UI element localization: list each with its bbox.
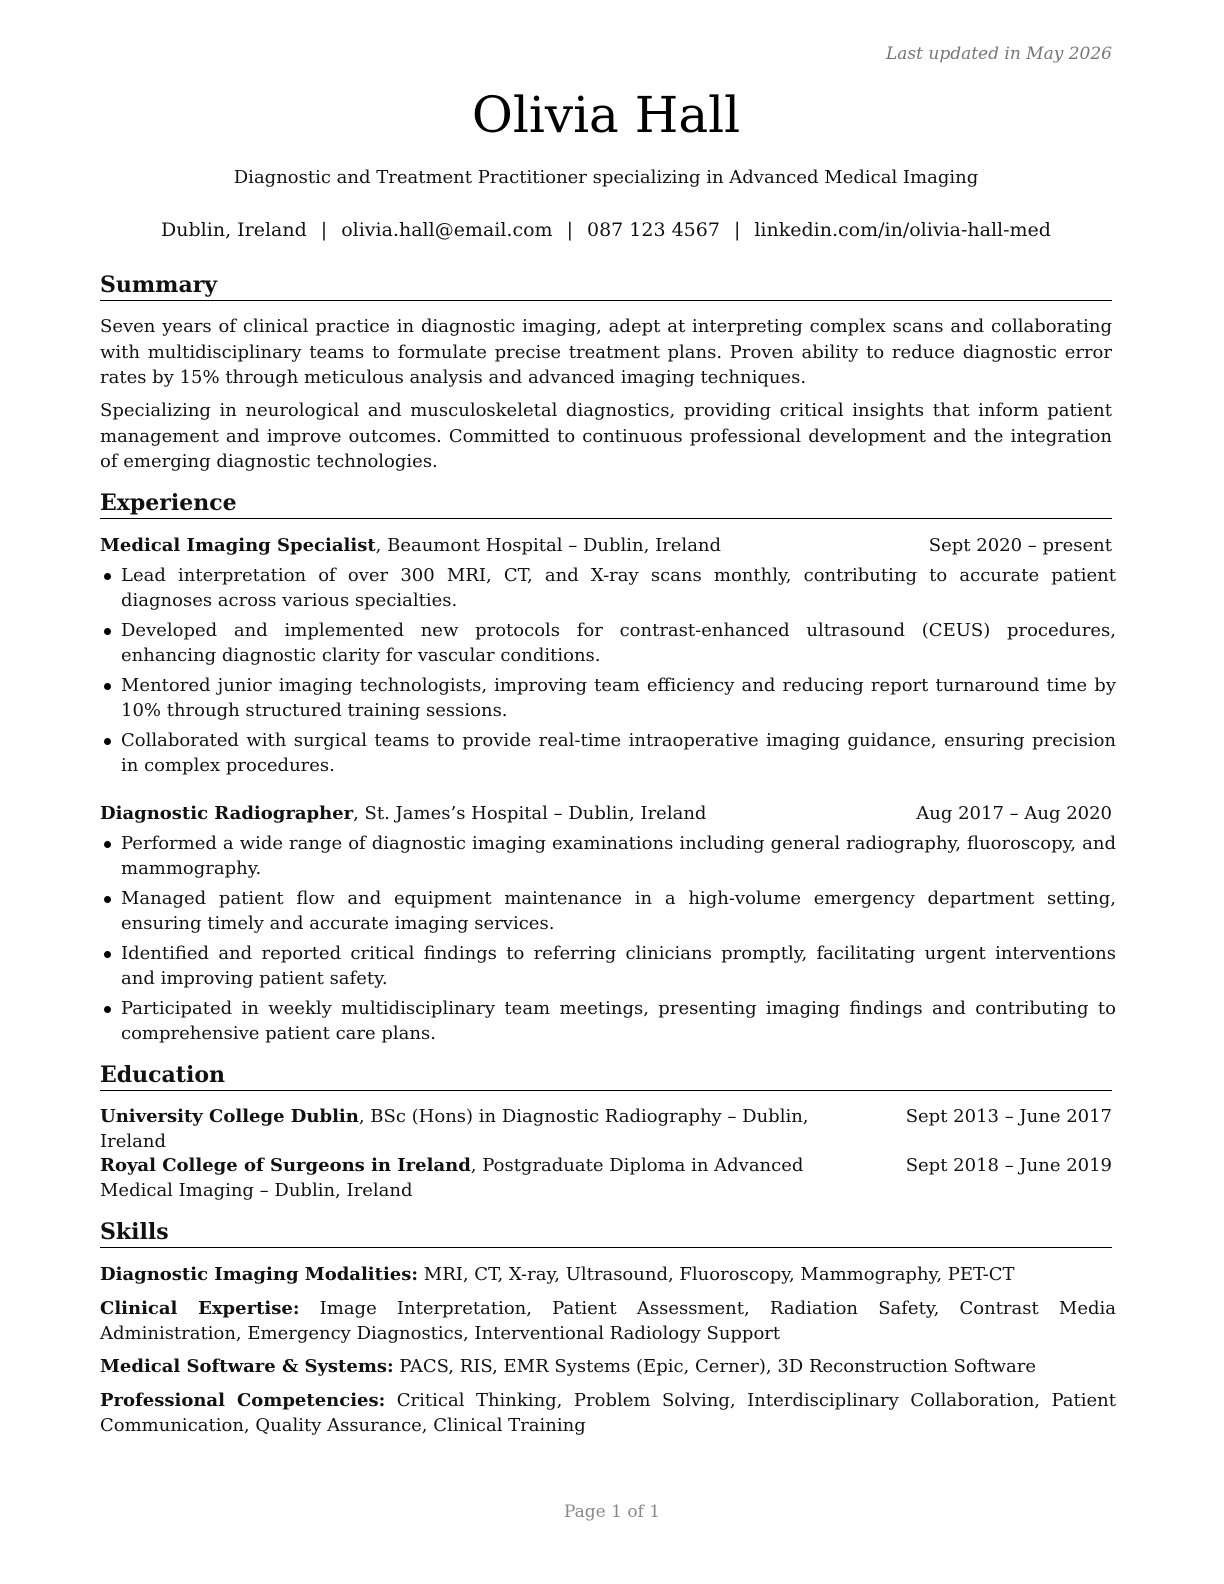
- bullet-text: Collaborated with surgical teams to provide real-time intraoperative imaging guidance, ensuring precision in complex procedures.: [121, 730, 1116, 776]
- job-organization: , Beaumont Hospital – Dublin, Ireland: [375, 535, 722, 556]
- contact-separator: |: [566, 219, 573, 241]
- school-name: Royal College of Surgeons in Ireland: [100, 1155, 471, 1176]
- contact-location: Dublin, Ireland: [161, 219, 307, 241]
- summary-paragraph: Seven years of clinical practice in diagnostic imaging, adept at interpreting complex scans and collaborating with multidisciplinary teams to formulate precise treatment plans. Proven ability to reduce diagnostic error rates by 15% through meticulous analysis and advanced imaging techniques.: [100, 316, 1112, 388]
- bullet-icon: [104, 573, 111, 580]
- bullet-icon: [104, 738, 111, 745]
- list-item: [100, 941, 1116, 991]
- education-dates: Sept 2018 – June 2019: [905, 1155, 1112, 1176]
- section-title-skills: Skills: [100, 1219, 1112, 1248]
- bullet-text: Identified and reported critical findings to referring clinicians promptly, facilitating urgent interventions and improving patient safety.: [121, 943, 1116, 989]
- list-item: [100, 886, 1116, 936]
- experience-bullets: [100, 831, 1116, 1051]
- contact-separator: |: [733, 219, 741, 241]
- contact-email[interactable]: olivia.hall@email.com: [341, 219, 553, 241]
- bullet-icon: [104, 628, 111, 635]
- experience-entry-header: [100, 533, 1112, 558]
- skill-label: Professional Competencies:: [100, 1390, 386, 1411]
- experience-entry-header: [100, 801, 1112, 826]
- summary-paragraph: Specializing in neurological and musculoskeletal diagnostics, providing critical insights that inform patient management and improve outcomes. Committed to continuous professional development and the integration of emerging diagnostic technologies.: [100, 400, 1112, 472]
- list-item: [100, 618, 1116, 668]
- bullet-text: Lead interpretation of over 300 MRI, CT, and X-ray scans monthly, contributing to accurate patient diagnoses across various specialties.: [121, 565, 1116, 611]
- bullet-text: Developed and implemented new protocols for contrast-enhanced ultrasound (CEUS) procedures, enhancing diagnostic clarity for vascular conditions.: [121, 620, 1116, 666]
- contact-linkedin[interactable]: linkedin.com/in/olivia-hall-med: [754, 219, 1051, 241]
- list-item: [100, 728, 1116, 778]
- list-item: [100, 996, 1116, 1046]
- job-dates: Sept 2020 – present: [928, 535, 1112, 556]
- bullet-text: Performed a wide range of diagnostic imaging examinations including general radiography, fluoroscopy, and mammography.: [121, 833, 1116, 879]
- skill-value: PACS, RIS, EMR Systems (Epic, Cerner), 3D Reconstruction Software: [393, 1356, 1037, 1377]
- skill-label: Diagnostic Imaging Modalities:: [100, 1264, 419, 1285]
- job-dates: Aug 2017 – Aug 2020: [916, 803, 1112, 824]
- education-entry: [100, 1104, 1112, 1154]
- contact-phone: 087 123 4567: [586, 219, 720, 241]
- last-updated: Last updated in May 2026: [885, 44, 1112, 64]
- skill-row: [100, 1296, 1116, 1346]
- bullet-text: Managed patient flow and equipment maintenance in a high-volume emergency department setting, ensuring timely and accurate imaging services.: [121, 888, 1116, 934]
- skill-value: Critical Thinking, Problem Solving, Interdisciplinary Collaboration, Patient Communication, Quality Assurance, Clinical Training: [100, 1390, 1117, 1436]
- skill-label: Medical Software & Systems:: [100, 1356, 394, 1377]
- list-item: [100, 563, 1116, 613]
- job-title: Medical Imaging Specialist: [100, 535, 376, 556]
- tagline: Diagnostic and Treatment Practitioner specializing in Advanced Medical Imaging: [233, 167, 979, 188]
- degree-detail: , Postgraduate Diploma in Advanced Medical Imaging – Dublin, Ireland: [100, 1155, 804, 1201]
- section-title-education: Education: [100, 1062, 1112, 1091]
- job-organization: , St. James’s Hospital – Dublin, Ireland: [353, 803, 707, 824]
- skill-value: Image Interpretation, Patient Assessment, Radiation Safety, Contrast Media Administration, Emergency Diagnostics, Interventional Radiology Support: [100, 1298, 1116, 1344]
- bullet-icon: [104, 1006, 111, 1013]
- contact-line: [100, 219, 1112, 241]
- list-item: [100, 831, 1116, 881]
- bullet-icon: [104, 896, 111, 903]
- list-item: [100, 673, 1116, 723]
- bullet-icon: [104, 683, 111, 690]
- degree-detail: , BSc (Hons) in Diagnostic Radiography – Dublin, Ireland: [100, 1106, 809, 1152]
- section-title-summary: Summary: [100, 272, 1112, 301]
- bullet-icon: [104, 951, 111, 958]
- skill-row: [100, 1262, 1116, 1287]
- skill-row: [100, 1388, 1116, 1438]
- job-title: Diagnostic Radiographer: [100, 803, 354, 824]
- page-number: Page 1 of 1: [563, 1502, 661, 1522]
- school-name: University College Dublin: [100, 1106, 359, 1127]
- bullet-text: Participated in weekly multidisciplinary team meetings, presenting imaging findings and contributing to comprehensive patient care plans.: [121, 998, 1116, 1044]
- education-dates: Sept 2013 – June 2017: [905, 1106, 1112, 1127]
- skill-label: Clinical Expertise:: [100, 1298, 300, 1319]
- experience-bullets: [100, 563, 1116, 783]
- bullet-icon: [104, 841, 111, 848]
- candidate-name: Olivia Hall: [471, 86, 741, 144]
- skill-row: [100, 1354, 1116, 1379]
- section-title-experience: Experience: [100, 490, 1112, 519]
- skill-value: MRI, CT, X-ray, Ultrasound, Fluoroscopy, Mammography, PET-CT: [418, 1264, 1015, 1285]
- bullet-text: Mentored junior imaging technologists, improving team efficiency and reducing report turnaround time by 10% through structured training sessions.: [121, 675, 1116, 721]
- contact-separator: |: [320, 219, 328, 241]
- education-entry: [100, 1153, 1112, 1203]
